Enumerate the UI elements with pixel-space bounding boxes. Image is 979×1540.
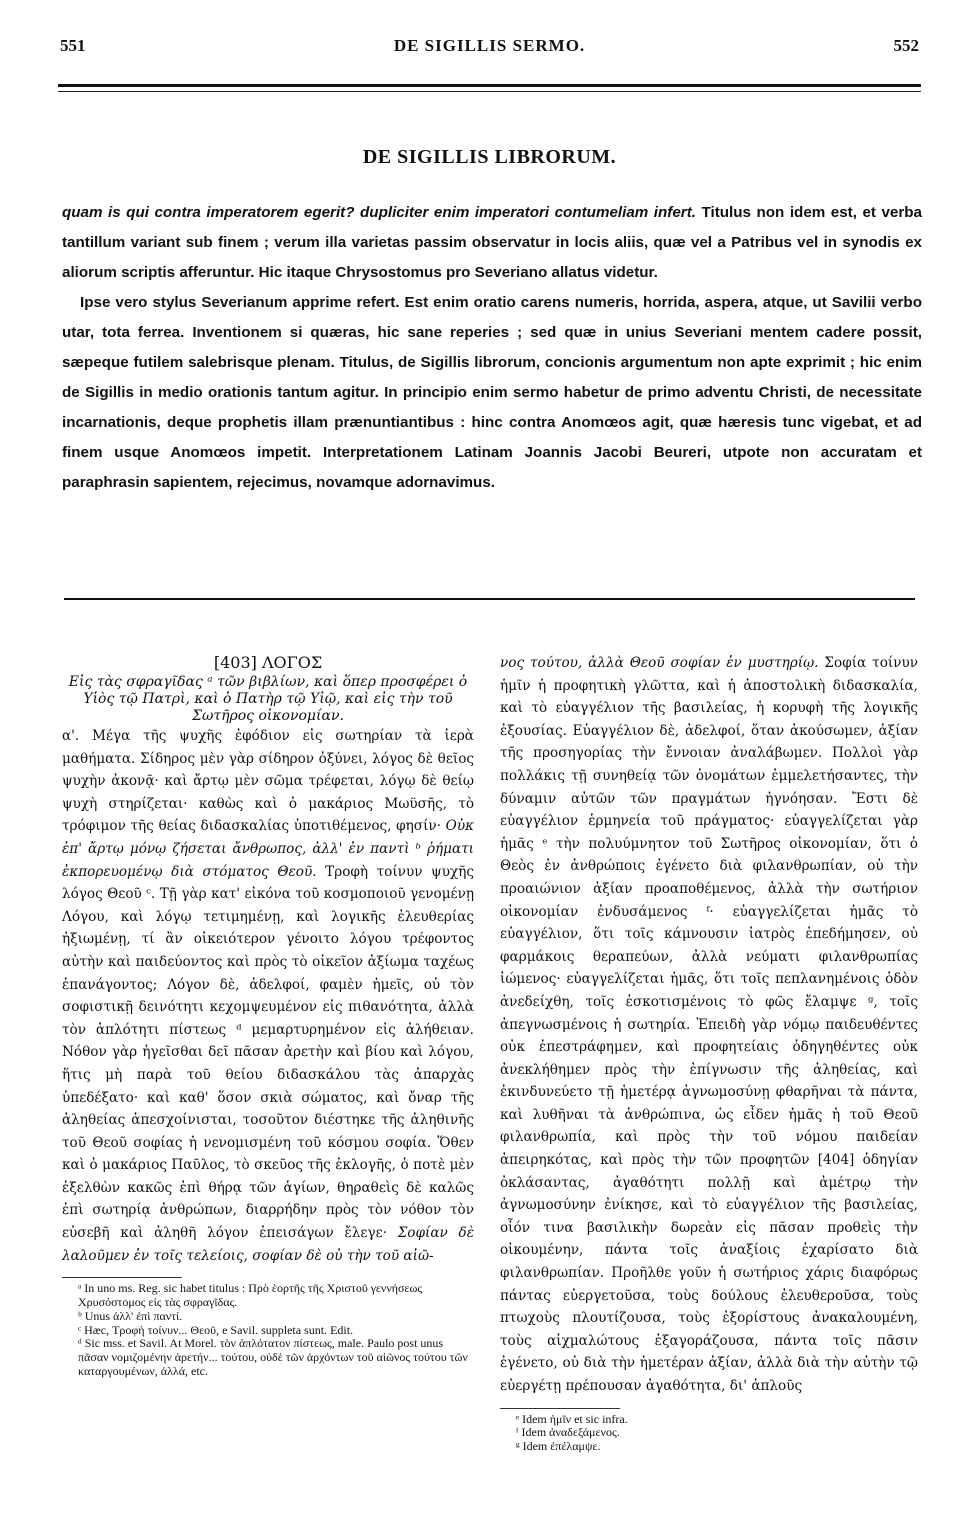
footnote-c: ᶜ Hæc, Τροφὴ τοίνυν... Θεοῦ, e Savil. suppleta sunt. Edit. [78,1322,354,1337]
document-title: DE SIGILLIS LIBRORUM. [362,146,617,168]
footnote-e: ᵉ Idem ἡμῖν et sic infra. [516,1411,628,1426]
greek-column-left [62,652,474,1379]
intro-paragraph-1-text: Titulus non idem est, et verba tantillum variant sub finem ; verum illa varietas passim observatur in locis aliis, quæ vel a Patribus vel in synodis ex aliorum scriptis afferuntur. Hic itaque Chrysostomus pro Severiano allatus videtur. [62,204,922,281]
sermon-subheading: Εἰς τὰς σφραγῖδας ᵃ τῶν βιβλίων, καὶ ὅπερ προσφέρει ὁ Υἱὸς τῷ Πατρὶ, καὶ ὁ Πατὴρ τῷ Υἱῷ, καὶ εἰς τὴν τοῦ Σωτῆρος οἰκονομίαν. [68,674,468,724]
footnote-b: ᵇ Unus ἀλλ' ἐπὶ παντί. [78,1308,183,1323]
intro-paragraph-1 [62,198,922,288]
greek-column-right [500,652,918,1454]
left-column-body [62,725,474,1267]
right-text-b: Σοφία τοίνυν ἡμῖν ἡ προφητικὴ γλῶττα, καὶ ἡ ἀποστολικὴ διδασκαλία, καὶ τὸ εὐαγγέλιον τῆς βασιλείας, ἡ κορυφὴ τῆς λογικῆς ἐξουσίας. Εὐαγγέλιον δὲ, ἀδελφοί, ὅταν ἀκούσωμεν, ἀξίαν τῆς προσηγορίας τὴν ἔννοιαν ἀναλάβωμεν. Πολλοὶ γὰρ πολλάκις τῇ συνηθείᾳ τῶν ὀνομάτων ἐμμελετήσαντες, τὴν δύναμιν αὐτῶν τῶν πραγμάτων ἠγνόησαν. Ἔστι δὲ εὐαγγέλιον ἑρμηνεία τοῦ πράγματος· εὐαγγελίζεται γὰρ ἡμᾶς ᵉ τὴν πολυύμνητον τοῦ Σωτῆρος οἰκονομίαν, ὅτι ὁ Θεὸς ἐν ἀνθρώποις ἐγένετο διὰ φιλανθρωπίαν, οὐ τὴν προαιώνιον ἀξίαν προαποθέμενος, ἀλλὰ τὴν σωτήριον οἰκονομίαν ἐνδυσάμενος ᶠ· εὐαγγελίζεται ἡμᾶς τὸ εὐαγγέλιον, ὅτι τοῖς κάμνουσιν ἰατρὸς ἐπεδήμησεν, οὐ φαρμάκοις θεραπεύων, ἀλλὰ νεύματι φιλανθρωπίας ἰώμενος· εὐαγγελίζεται ἡμᾶς, ὅτι τοῖς πεπλανημένοις ὁδὸν ἀνεδείχθη, τοῖς ἐσκοτισμένοις τὸ φῶς ἔλαμψε ᵍ, τοῖς ἀπεγνωσμένοις ἡ σωτηρία. Ἐπειδὴ γὰρ νόμῳ παιδευθέντες οὐκ ἐπεστράφημεν, καὶ προφητείαις ὁδηγηθέντες οὐκ ἀνεκλήθημεν πρὸς τὴν ἐπίγνωσιν τῆς ἀληθείας, καὶ ἐκινδυνεύετο τῇ ἡμετέρᾳ ἀγνωμοσύνῃ φθαρῆναι τὰ πάντα, καὶ λυθῆναι τὰ ἀνθρώπινα, ὡς εἶδεν ἡμᾶς ἡ τοῦ Θεοῦ φιλανθρωπία, καὶ πρὸς τὴν τοῦ νόμου παιδείαν ἀπειρηκότας, καὶ πρὸς τὴν τῶν προφητῶν [404] ὁδηγίαν ὀκλάσαντας, ἀγαθότητι πολλῇ καὶ ἀμέτρῳ τὴν ἀγνωμοσύνην ἐνίκησε, καὶ τὸ εὐαγγέλιον τῆς βασιλείας, οἷόν τινα βασιλικὴν δωρεὰν εἰς πᾶσαν προθεὶς τὴν οἰκουμένην, πάντα τοῖς ἀναξίοις ἐχαρίσατο διὰ φιλανθρωπίαν. Προῆλθε γοῦν ἡ σωτήριος χάρις διαφόρως πάντας εὐεργετοῦσα, τοὺς δούλους ἐλευθεροῦσα, τοὺς πτωχοὺς πλουτίζουσα, τοὺς ἐξορίστους ἀνακαλουμένη, τοὺς αἰχμαλώτους ἐξαγοράζουσα, πάντα τοῖς πᾶσιν ἐγένετο, οὐ διὰ τὴν ἡμετέραν ἀξίαν, ἀλλὰ διὰ τὴν αὐτὴν τῷ εὐεργέτῃ πρέπουσαν ἀγαθότητα, δι' ἁπλοῦς [500,655,918,1394]
footnote-rule-right [500,1408,620,1409]
intro-italic-opening: quam is qui contra imperatorem egerit? dupliciter enim imperatori contumeliam infert. [62,204,696,221]
right-column-body [500,652,918,1398]
footnote-d: ᵈ Sic mss. et Savil. At Morel. τὸν ἁπλότατον πίστεως, male. Paulo post unus πᾶσαν νομιζομένην ἀρετήν... τούτου, οὐδὲ τῶν ἀρχόντων τοῦ αἰῶνος τούτου τῶν καταργουμένων, ἀλλά, etc. [78,1336,468,1379]
footnote-f: ᶠ Idem ἀναδεξάμενος. [516,1425,620,1440]
sermon-heading: [403] ΛΟΓΟΣ [213,653,323,672]
left-text-c: Τροφὴ τοίνυν ψυχῆς λόγος Θεοῦ ᶜ. Τῇ γὰρ κατ' εἰκόνα τοῦ κοσμοποιοῦ γενομένῃ Λόγου, καὶ λόγῳ τετιμημένῃ, καὶ λογικῆς ἐλευθερίας ἠξιωμένῃ, τί ἂν οἰκειότερον γένοιτο λόγου τρέφοντος αὐτὴν καὶ παιδεύοντος καὶ πρὸς τὸ οἰκεῖον ἀξίωμα ταχέως ἐπανάγοντος; Λόγον δὲ, ἀδελφοί, φαμὲν ἡμεῖς, οὐ τὸν σοφιστικῇ δεινότητι κεχομψευμένον εἰς πιθανότητα, ἀλλὰ τὸν ἁπλότητι πίστεως ᵈ μεμαρτυρημένον εἰς ἀλήθειαν. Νόθον γὰρ ἡγεῖσθαι δεῖ πᾶσαν ἀρετὴν καὶ βίου καὶ λόγου, ἥτις μὴ παρὰ τοῦ θείου διδασκάλου τὰς ἀπαρχὰς ὑπεδέξατο· καὶ καθ' ὅσον σκιὰ σώματος, καὶ ὄναρ τῆς ἀληθείας ἀπεσχοίνισται, τοσοῦτον διέστηκε τῆς ἀληθινῆς τοῦ Θεοῦ σοφίας ἡ νενομισμένη τοῦ κόσμου σοφία. Ὅθεν καὶ ὁ μακάριος Παῦλος, τὸ σκεῦος τῆς ἐκλογῆς, ὁ ποτὲ μὲν ἐξελθὼν κακῶς ἐπὶ θήρᾳ τῶν ἁγίων, θηραθεὶς δὲ καλῶς ἐπὶ σωτηρίᾳ ἀνθρώπων, διαρρήδην πρὸς τὸν νόθον τὸν εὐσεβῆ καὶ ἀληθῆ λόγον ἐπεισάγων ἔλεγε· [62,863,474,1242]
section-divider [64,598,915,600]
page-number-left: 551 [60,36,86,55]
running-title: DE SIGILLIS SERMO. [393,36,586,55]
header-rule-thick [58,84,921,87]
header-rule-thin [58,91,921,92]
latin-introduction [62,198,922,498]
running-header [60,36,919,58]
left-quote-italic: Οὐκ ἐπ' ἄρτῳ μόνῳ ζήσεται ἄνθρωπος, ἀλλ' ἐν παντὶ ᵇ ῥήματι ἐκπορευομένῳ διὰ στόματος Θεοῦ. [62,818,474,880]
left-quote-italic-end: Σοφίαν δὲ λαλοῦμεν ἐν τοῖς τελείοις, σοφίαν δὲ οὐ τὴν τοῦ αἰῶ- [62,1225,474,1264]
intro-paragraph-2: Ipse vero stylus Severianum apprime refert. Est enim oratio carens numeris, horrida, aspera, atque, ut Savilii verbo utar, tota ferrea. Inventionem si quæras, hic sane reperies ; sed quæ in unius Severiani mentem cadere possit, sæpeque futilem salebrisque plenam. Titulus, de Sigillis librorum, concionis argumentum non apte exprimit ; hic enim de Sigillis in medio orationis tantum agitur. In principio enim sermo habetur de primo adventu Christi, de necessitate incarnationis, deque prophetis illam prænuntiantibus : hinc contra Anomœos agit, quæ hæresis tunc vigebat, et ad finem usque Anomœos impetit. Interpretationem Latinam Joannis Jacobi Beureri, utpote non accuratam et paraphrasin sapientem, rejecimus, novamque adornavimus. [62,294,922,491]
footnote-g: ᵍ Idem ἐπέλαμψε. [516,1439,601,1454]
footnote-a: ᵃ In uno ms. Reg. sic habet titulus : Πρὸ ἑορτῆς τῆς Χριστοῦ γεννήσεως Χρυσόστομος εἰς τὰς σφραγῖδας. [78,1281,423,1310]
left-text-a: α'. Μέγα τῆς ψυχῆς ἐφόδιον εἰς σωτηρίαν τὰ ἱερὰ μαθήματα. Σίδηρος μὲν γὰρ σίδηρον ὀξύνει, λόγος δὲ θεῖος ψυχὴν ἀκονᾷ· καὶ ἄρτῳ μὲν σῶμα τρέφεται, λόγῳ δὲ θείῳ ψυχὴ στηρίζεται· καθὼς καὶ ὁ μακάριος Μωϋσῆς, τὸ τρόφιμον τῆς θείας διδασκαλίας ὑποτιθέμενος, φησίν· [62,728,474,835]
right-quote-italic: νος τούτου, ἀλλὰ Θεοῦ σοφίαν ἐν μυστηρίῳ. [500,655,819,671]
page-number-right: 552 [893,36,919,55]
footnote-rule-left [62,1277,182,1278]
